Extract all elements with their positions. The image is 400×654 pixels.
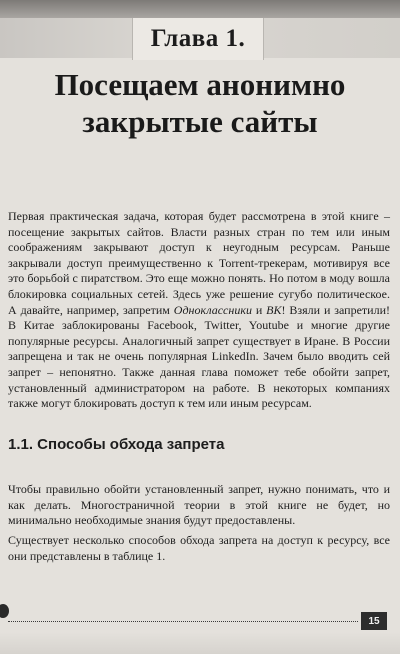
intro-text-a: Первая практическая задача, которая будет рассмотрена в этой книге – посещение закрытых сайтов. Власти разных стран по тем или иным соображениям закрывают доступ к неугодным ресурсам. Раньше закрывали доступ преимущественно к Torrent-трекерам, мотивируя все это борьбой с пиратством. Это еще можно понять. Но потом в моду вошла блокировка социальных сетей. Здесь уже решение сугубо политическое. А давайте, например, запретим [8,209,390,317]
chapter-box [132,18,264,60]
chapter-title-line2: закрытые сайты [82,104,318,139]
section-paragraph-1: Чтобы правильно обойти установленный запрет, нужно понимать, что и как делать. Многостраничной теории в этой книге не будет, но минимально необходимые знания будут предоставлены. [8,482,390,528]
intro-paragraph [8,209,390,412]
chapter-title [0,66,400,140]
footer-dotted-rule [8,621,358,622]
intro-text-c: ! Взяли и запретили! В Китае заблокированы Facebook, Twitter, Youtube и многие другие популярные ресурсы. Аналогичный запрет существует в Иране. В России запрещена и так не очень популярная LinkedIn. Зачем было вводить сей запрет – непонятно. Также данная глава поможет тебе обойти запрет, установленный администратором на работе. В некоторых компаниях также могут блокировать доступ к тем или иным ресурсам. [8,302,391,411]
page-number: 15 [361,612,387,630]
intro-emphasis-1: Одноклассники [173,302,252,317]
section-paragraph-2: Существует несколько способов обхода запрета на доступ к ресурсу, все они представлены в таблице 1. [8,533,390,563]
chapter-title-line1: Посещаем анонимно [54,67,346,102]
intro-emphasis-2: ВК [266,302,282,317]
footer-dot [0,604,9,618]
chapter-label: Глава 1. [150,25,246,52]
bottom-shade [0,632,400,654]
section-heading: 1.1. Способы обхода запрета [8,436,225,453]
top-band [0,0,400,18]
intro-text-b: и [251,302,267,317]
